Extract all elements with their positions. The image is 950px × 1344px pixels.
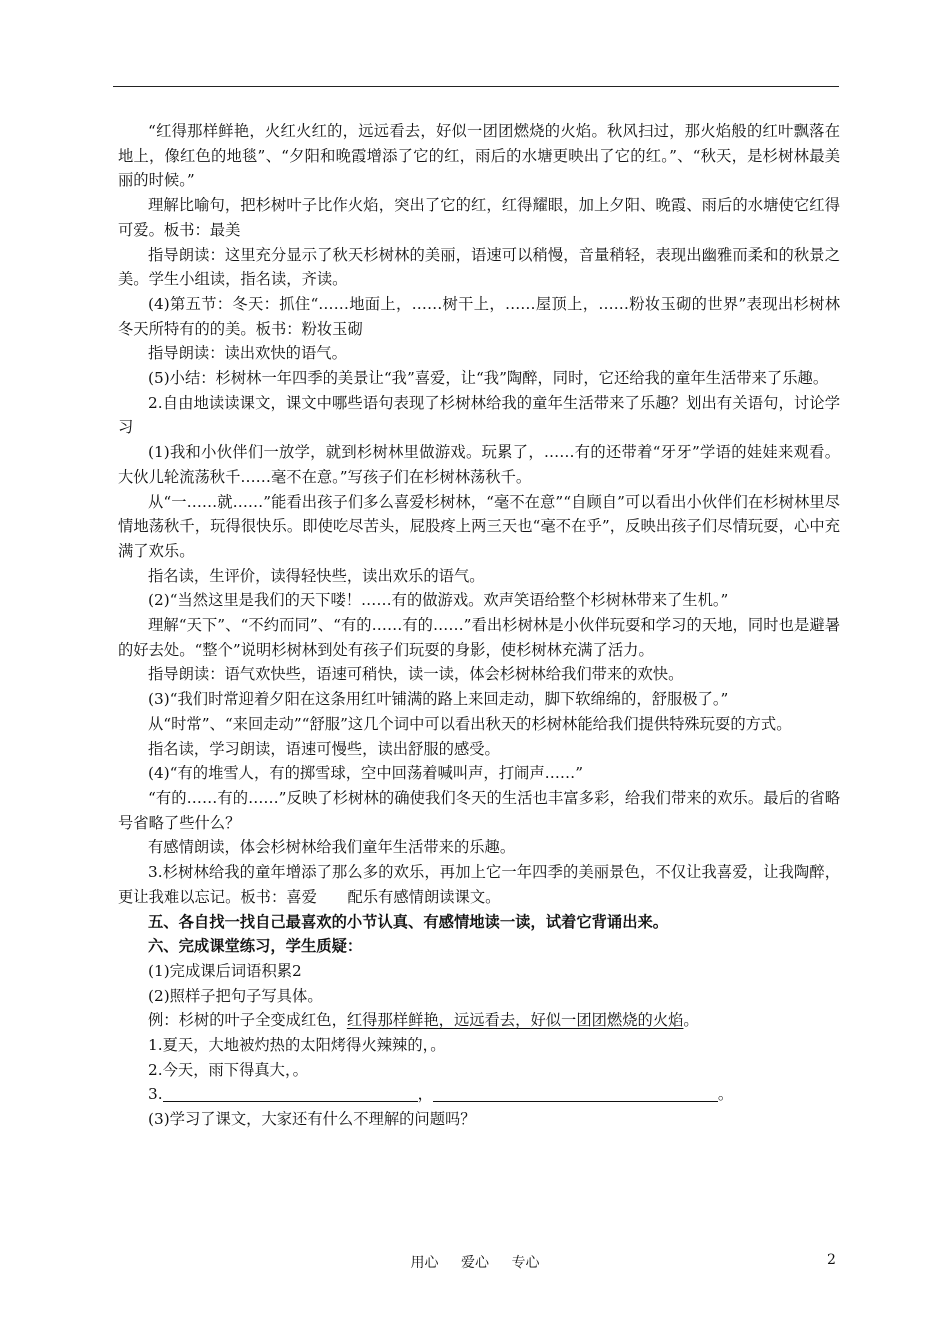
- paragraph: 有感情朗读，体会杉树林给我们童年生活带来的乐趣。: [148, 838, 516, 857]
- page-number: 2: [827, 1252, 836, 1268]
- paragraph: 指导朗读：语气欢快些，语速可稍快，读一读，体会杉树林给我们带来的欢快。: [148, 665, 684, 684]
- fill-blank[interactable]: [433, 1085, 718, 1102]
- paragraph: 指导朗读：读出欢快的语气。: [148, 344, 347, 363]
- paragraph: (1)我和小伙伴们一放学，就到杉树林里做游戏。玩累了，……有的还带着“牙牙”学语的娃娃来观看。大伙儿轮流荡秋千……毫不在意。”写孩子们在杉树林荡秋千。: [118, 443, 840, 486]
- question-number: 3.: [148, 1085, 163, 1104]
- paragraph: 3.杉树林给我的童年增添了那么多的欢乐，再加上它一年四季的美丽景色，不仅让我喜爱，让我陶醉，更让我难以忘记。板书：喜爱 配乐有感情朗读课文。: [118, 863, 840, 906]
- paragraph: 从“时常”、“来回走动”“舒服”这几个词中可以看出秋天的杉树林能给我们提供特殊玩耍的方式。: [148, 714, 792, 733]
- paragraph: “有的……有的……”反映了杉树林的确使我们冬天的生活也丰富多彩，给我们带来的欢乐。最后的省略号省略了些什么？: [118, 788, 840, 832]
- footer-word: 用心: [410, 1255, 439, 1271]
- exercise-item: (1)完成课后词语积累2: [148, 961, 302, 980]
- section-heading: 五、各自找一找自己最喜欢的小节认真、有感情地读一读，试着它背诵出来。: [148, 912, 669, 931]
- exercise-question: 2.今天，雨下得真大，。: [148, 1060, 308, 1079]
- example-sentence: [118, 1008, 840, 1033]
- example-suffix: 。: [683, 1011, 699, 1030]
- example-underlined: 红得那样鲜艳，远远看去，好似一团团燃烧的火焰: [346, 1011, 684, 1030]
- comma: ，: [417, 1085, 433, 1104]
- example-prefix: 例：杉树的叶子全变成红色，: [148, 1011, 347, 1030]
- footer-motto: [0, 1252, 950, 1272]
- paragraph: (2)“当然这里是我们的天下喽！……有的做游戏。欢声笑语给整个杉树林带来了生机。”: [148, 591, 729, 610]
- period: 。: [717, 1085, 734, 1104]
- paragraph: (4)第五节：冬天：抓住“……地面上，……树干上，……屋顶上，……粉妆玉砌的世界”表现出杉树林冬天所特有的的美。板书：粉妆玉砌: [118, 294, 840, 338]
- exercise-question: 1.夏天，大地被灼热的太阳烤得火辣辣的，。: [148, 1036, 446, 1055]
- paragraph: (4)“有的堆雪人，有的掷雪球，空中回荡着喊叫声，打闹声……”: [148, 764, 584, 783]
- footer-word: 专心: [511, 1255, 540, 1271]
- paragraph: 理解比喻句，把杉树叶子比作火焰，突出了它的红，红得耀眼，加上夕阳、晚霞、雨后的水塘使它红得可爱。板书：最美: [118, 196, 840, 239]
- document-body: [118, 119, 840, 1132]
- exercise-item: (2)照样子把句子写具体。: [148, 986, 323, 1005]
- paragraph: 从“一……就……”能看出孩子们多么喜爱杉树林，“毫不在意”“自顾自”可以看出小伙伴们在杉树林里尽情地荡秋千，玩得很快乐。即使吃尽苦头，屁股疼上两三天也“毫不在乎”，反映出孩子们尽情玩耍，心中充满了欢乐。: [118, 492, 840, 560]
- section-heading: 六、完成课堂练习，学生质疑：: [148, 937, 363, 956]
- paragraph: (5)小结：杉树林一年四季的美景让“我”喜爱，让“我”陶醉，同时，它还给我的童年生活带来了乐趣。: [148, 369, 829, 388]
- paragraph: 理解“天下”、“不约而同”、“有的……有的……”看出杉树林是小伙伴玩耍和学习的天地，同时也是避暑的好去处。“整个”说明杉树林到处有孩子们玩耍的身影，使杉树林充满了活力。: [118, 616, 840, 659]
- footer-word: 爱心: [461, 1255, 489, 1271]
- paragraph: 指名读，生评价，读得轻快些，读出欢乐的语气。: [148, 566, 485, 585]
- paragraph: 指导朗读：这里充分显示了秋天杉树林的美丽，语速可以稍慢，音量稍轻，表现出幽雅而柔和的秋景之美。学生小组读，指名读，齐读。: [118, 245, 840, 289]
- paragraph: 指名读，学习朗读，语速可慢些，读出舒服的感受。: [148, 739, 500, 758]
- header-rule: [113, 86, 839, 87]
- paragraph: (3)“我们时常迎着夕阳在这条用红叶铺满的路上来回走动，脚下软绵绵的，舒服极了。”: [148, 690, 729, 709]
- fill-blank[interactable]: [163, 1085, 418, 1102]
- exercise-item: (3)学习了课文，大家还有什么不理解的问题吗？: [148, 1110, 476, 1129]
- paragraph: “红得那样鲜艳，火红火红的，远远看去，好似一团团燃烧的火焰。秋风扫过，那火焰般的红叶飘落在地上，像红色的地毯”、“夕阳和晚霞增添了它的红，雨后的水塘更映出了它的红。”、“秋天，是杉树林最美丽的时候。”: [118, 122, 840, 190]
- paragraph: 2.自由地读读课文，课文中哪些语句表现了杉树林给我的童年生活带来了乐趣？划出有关语句，讨论学习: [118, 393, 840, 437]
- exercise-question: [118, 1082, 840, 1107]
